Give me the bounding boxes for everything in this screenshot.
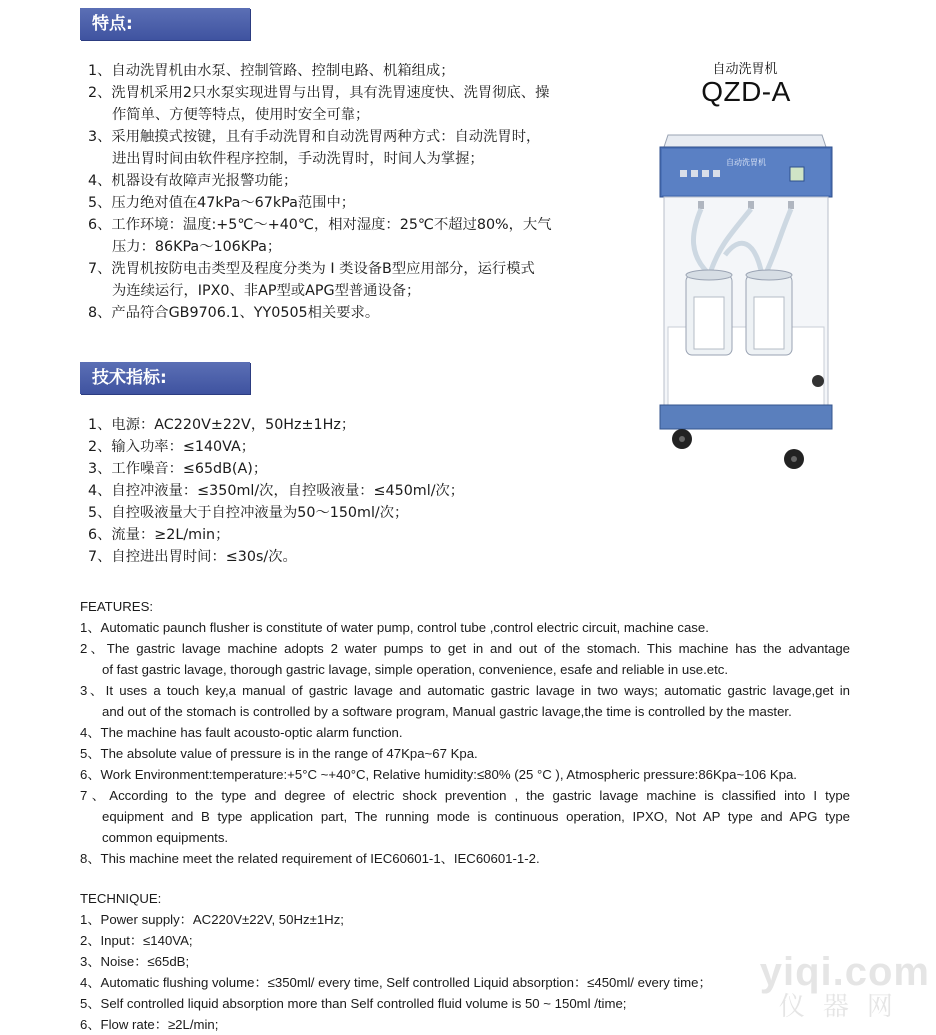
feature-line-cn: 进出胃时间由软件程序控制，手动洗胃时，时间人为掌握； bbox=[112, 151, 484, 167]
feature-line-cn: 为连续运行，IPX0、非AP型或APG型普通设备； bbox=[112, 283, 421, 299]
feature-line-en: and out of the stomach is controlled by a software program, Manual gastric lavage,the time is controlled by the master. bbox=[102, 704, 792, 719]
gastric-lavage-machine-image bbox=[650, 125, 840, 475]
feature-item-cn bbox=[88, 82, 552, 126]
feature-line-en: common equipments. bbox=[102, 830, 229, 845]
feature-line-cn: 5、压力绝对值在47kPa～67kPa范围中； bbox=[88, 195, 356, 211]
features-list-cn bbox=[88, 60, 552, 324]
technique-heading-en: TECHNIQUE: bbox=[80, 891, 162, 906]
feature-line-en: 4、The machine has fault acousto-optic alarm function. bbox=[80, 725, 403, 740]
feature-item-cn bbox=[88, 60, 552, 82]
feature-line-cn: 2、洗胃机采用2只水泵实现进胃与出胃，具有洗胃速度快、洗胃彻底、操 bbox=[88, 85, 550, 101]
spec-item-cn: 2、输入功率：≤140VA； bbox=[88, 439, 256, 455]
spec-item-cn: 7、自控进出胃时间：≤30s/次。 bbox=[88, 549, 297, 565]
specs-list-cn bbox=[88, 414, 464, 568]
feature-line-cn: 4、机器设有故障声光报警功能； bbox=[88, 173, 298, 189]
feature-item-cn bbox=[88, 192, 552, 214]
features-heading-cn: 特点: bbox=[80, 8, 250, 40]
feature-line-cn: 8、产品符合GB9706.1、YY0505相关要求。 bbox=[88, 305, 380, 321]
features-section-en bbox=[80, 596, 850, 869]
watermark-logo: yiqi.com 仪器网 bbox=[759, 950, 930, 1022]
features-heading-en: FEATURES: bbox=[80, 599, 154, 614]
feature-line-cn: 3、采用触摸式按键，且有手动洗胃和自动洗胃两种方式：自动洗胃时， bbox=[88, 129, 541, 145]
technique-item-en: 3、Noise：≤65dB; bbox=[80, 954, 190, 969]
panel-label: 自动洗胃机 bbox=[726, 158, 766, 167]
feature-line-cn: 6、工作环境：温度:+5℃～+40℃，相对湿度：25℃不超过80%，大气 bbox=[88, 217, 552, 233]
spec-item-cn: 6、流量：≥2L/min； bbox=[88, 527, 230, 543]
technique-item-en: 6、Flow rate：≥2L/min; bbox=[80, 1017, 219, 1032]
feature-line-en: 2、The gastric lavage machine adopts 2 water pumps to get in and out of the stomach. This machine has the advantage bbox=[80, 641, 850, 656]
feature-line-cn: 1、自动洗胃机由水泵、控制管路、控制电路、机箱组成； bbox=[88, 63, 455, 79]
spec-item-cn: 4、自控冲液量：≤350ml/次，自控吸液量：≤450ml/次； bbox=[88, 483, 465, 499]
technique-item-en: 2、Input：≤140VA; bbox=[80, 933, 193, 948]
feature-line-en: equipment and B type application part, The running mode is continuous operation, IPXO, Not AP type and APG type bbox=[102, 809, 850, 824]
feature-item-cn bbox=[88, 302, 552, 324]
technique-item-en: 5、Self controlled liquid absorption more than Self controlled fluid volume is 50 ~ 150ml /time; bbox=[80, 996, 627, 1011]
feature-item-cn bbox=[88, 258, 552, 302]
spec-item-cn: 5、自控吸液量大于自控冲液量为50～150ml/次； bbox=[88, 505, 409, 521]
feature-line-en: 7、According to the type and degree of electric shock prevention , the gastric lavage machine is classified into I type bbox=[80, 788, 850, 803]
spec-item-cn: 3、工作噪音：≤65dB(A)； bbox=[88, 461, 268, 477]
product-caption: 自动洗胃机 bbox=[712, 62, 778, 77]
technique-section-en bbox=[80, 888, 850, 1035]
feature-line-cn: 7、洗胃机按防电击类型及程度分类为 I 类设备B型应用部分，运行模式 bbox=[88, 261, 535, 277]
product-model: QZD-A bbox=[701, 76, 791, 107]
feature-line-en: 1、Automatic paunch flusher is constitute of water pump, control tube ,control electric circuit, machine case. bbox=[80, 620, 709, 635]
feature-line-en: 6、Work Environment:temperature:+5°C ~+40°C, Relative humidity:≤80% (25 °C ), Atmospheric pressure:86Kpa~106 Kpa. bbox=[80, 767, 797, 782]
specs-heading-cn: 技术指标: bbox=[80, 362, 250, 394]
feature-item-cn bbox=[88, 214, 552, 258]
feature-item-cn bbox=[88, 126, 552, 170]
feature-item-cn bbox=[88, 170, 552, 192]
feature-line-en: of fast gastric lavage, thorough gastric lavage, simple operation, convenience, esafe and reliable in use.etc. bbox=[102, 662, 729, 677]
feature-line-en: 5、The absolute value of pressure is in the range of 47Kpa~67 Kpa. bbox=[80, 746, 478, 761]
feature-line-en: 8、This machine meet the related requirement of IEC60601-1、IEC60601-1-2. bbox=[80, 851, 540, 866]
technique-item-en: 4、Automatic flushing volume：≤350ml/ every time, Self controlled Liquid absorption：≤450ml/ every time； bbox=[80, 975, 712, 990]
feature-line-en: 3、It uses a touch key,a manual of gastric lavage and automatic gastric lavage in two ways; automatic gastric lavage,get in bbox=[80, 683, 850, 698]
spec-item-cn: 1、电源：AC220V±22V，50Hz±1Hz； bbox=[88, 417, 356, 433]
technique-item-en: 1、Power supply：AC220V±22V, 50Hz±1Hz; bbox=[80, 912, 344, 927]
feature-line-cn: 压力：86KPa～106KPa； bbox=[112, 239, 282, 255]
feature-line-cn: 作简单、方便等特点，使用时安全可靠； bbox=[112, 107, 370, 123]
